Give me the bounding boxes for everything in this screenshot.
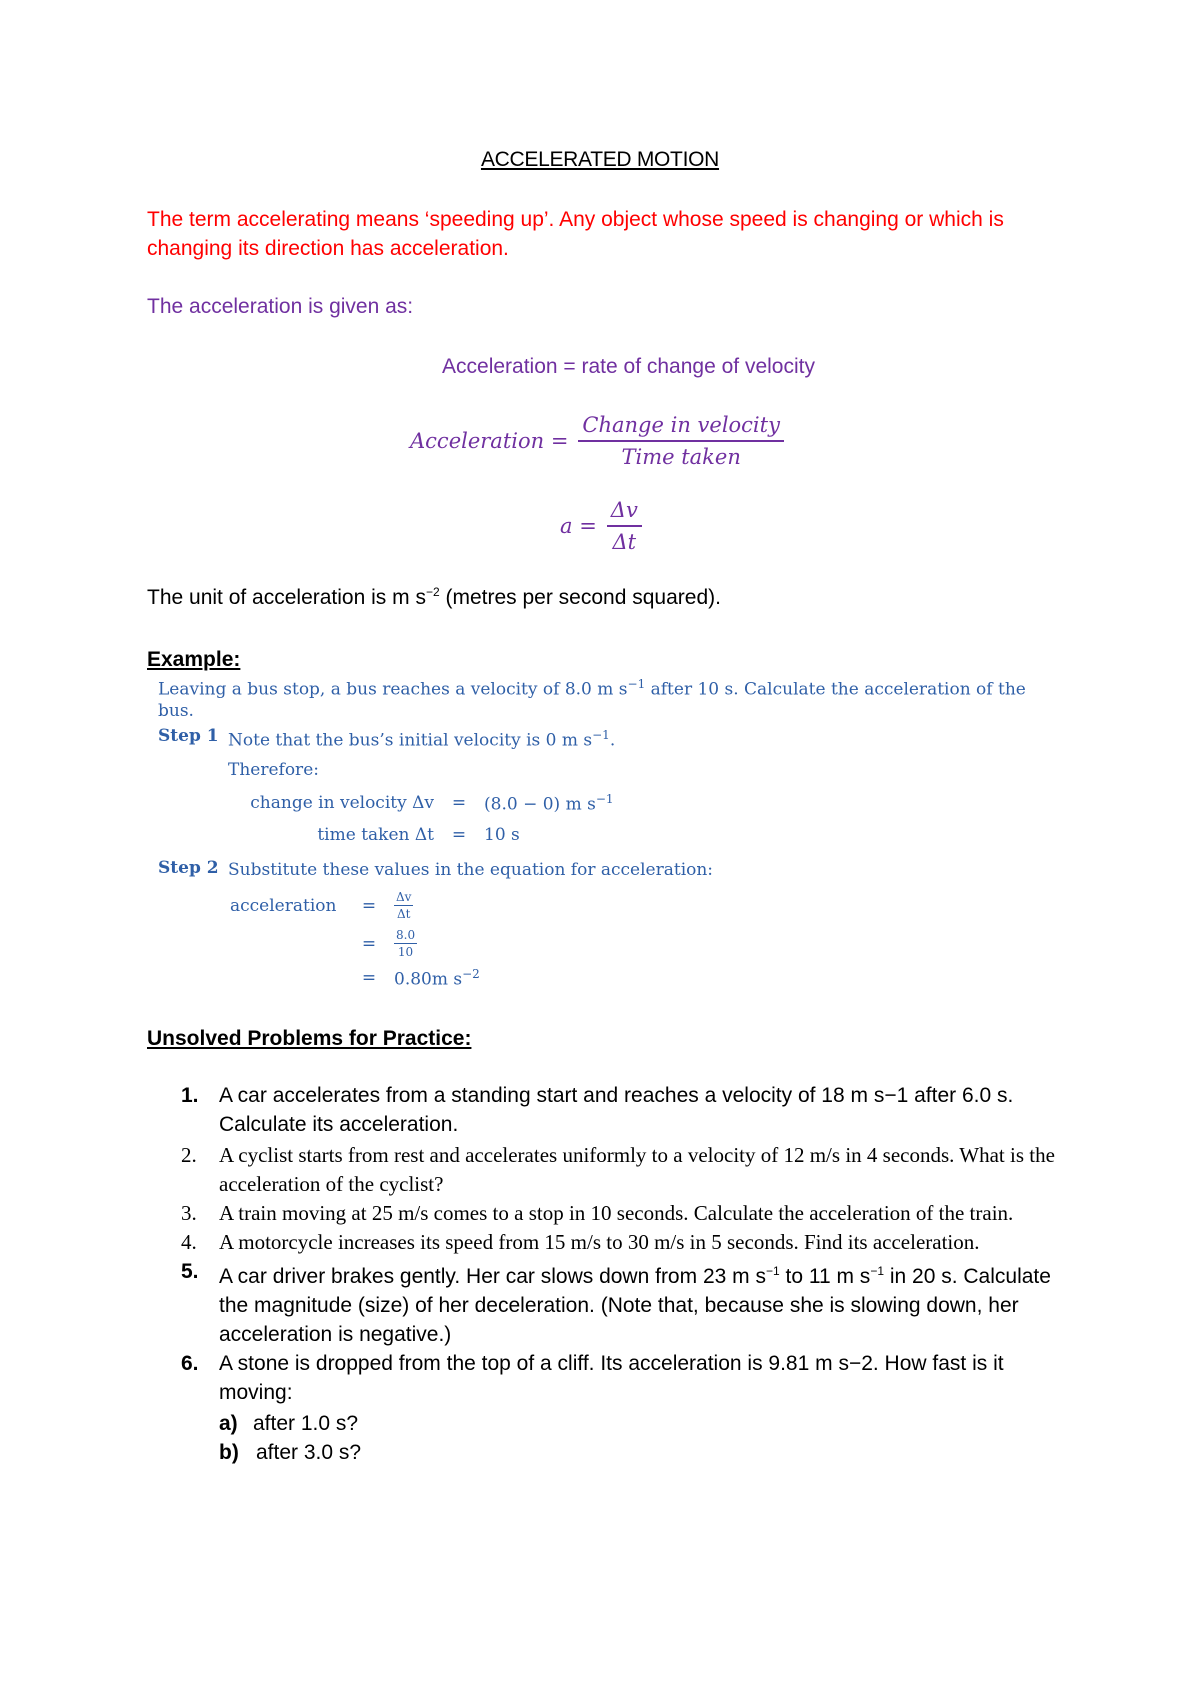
problem-number: 4. <box>181 1230 197 1254</box>
delta-v-row <box>230 792 614 815</box>
formula-symbols-lhs: a = <box>560 514 597 538</box>
problem-number: 2. <box>181 1143 197 1167</box>
delta-v-exponent: −1 <box>595 792 614 806</box>
sub-question-letter: b) <box>219 1441 239 1464</box>
problem-item <box>147 1199 1077 1228</box>
delta-v-value-text: (8.0 − 0) m s <box>484 794 596 815</box>
acceleration-result-exponent: −2 <box>462 967 480 981</box>
problem5-pre: A car driver brakes gently. Her car slows down from 23 m s <box>219 1265 766 1288</box>
problem5-mid: to 11 m s <box>779 1265 871 1288</box>
acceleration-equals-2: = <box>361 933 377 954</box>
acceleration-result-text: 0.80m s <box>394 969 463 990</box>
formula-words-numerator: Change in velocity <box>578 413 784 442</box>
delta-t-row <box>230 825 520 845</box>
delta-v-equals: = <box>451 793 467 814</box>
sub-question <box>219 1409 1077 1438</box>
sub-question-letter: a) <box>219 1412 238 1435</box>
formula-words-fraction <box>578 413 784 469</box>
sub-question <box>219 1438 1077 1467</box>
step1-post: . <box>609 730 616 751</box>
delta-fraction-numerator: Δv <box>396 890 412 904</box>
delta-t-value: 10 s <box>484 825 520 845</box>
delta-t-label: time taken Δt <box>317 825 434 845</box>
problem-item <box>147 1228 1077 1257</box>
formula-symbols-numerator: Δv <box>607 498 642 527</box>
sub-question-text: after 1.0 s? <box>253 1412 359 1435</box>
sub-question-list <box>219 1409 1077 1467</box>
acceleration-equals-3: = <box>361 968 377 989</box>
delta-fraction <box>394 890 413 921</box>
problem-item <box>147 1257 1077 1349</box>
acceleration-row-1 <box>230 890 413 921</box>
practice-problem-list <box>147 1081 1077 1467</box>
problem-item <box>147 1081 1077 1139</box>
page-title: ACCELERATED MOTION <box>480 148 720 171</box>
problem5-post: in 20 s. Calculate the magnitude (size) of her deceleration. (Note that, because she is slowing down, her acceleration is negative.) <box>219 1265 1051 1346</box>
unit-suffix: (metres per second squared). <box>439 586 721 609</box>
given-as-text: The acceleration is given as: <box>147 295 414 318</box>
example-problem-pre: Leaving a bus stop, a bus reaches a velocity of 8.0 m s <box>158 679 628 700</box>
step2-text: Substitute these values in the equation for acceleration: <box>228 860 714 880</box>
problem-number: 5. <box>181 1260 199 1283</box>
problem-text: A train moving at 25 m/s comes to a stop in 10 seconds. Calculate the acceleration of the train. <box>219 1201 1014 1225</box>
problem-text <box>219 1265 1051 1346</box>
step1-text <box>228 728 615 751</box>
acceleration-result <box>394 967 480 990</box>
problem-item <box>147 1141 1077 1199</box>
value-fraction-numerator: 8.0 <box>396 928 416 942</box>
problem-text: A stone is dropped from the top of a cliff. Its acceleration is 9.81 m s−2. How fast is it moving: <box>219 1352 1004 1404</box>
acceleration-row-3 <box>344 967 480 990</box>
sub-question-text: after 3.0 s? <box>256 1441 362 1464</box>
value-fraction-denominator: 10 <box>397 945 414 959</box>
value-fraction <box>394 928 417 959</box>
acceleration-formula-symbols <box>560 498 642 554</box>
delta-fraction-denominator: Δt <box>396 907 411 921</box>
problem-text: A cyclist starts from rest and accelerates uniformly to a velocity of 12 m/s in 4 seconds. What is the acceleration of the cyclist? <box>219 1143 1055 1196</box>
practice-heading: Unsolved Problems for Practice: <box>147 1027 472 1050</box>
formula-words-denominator: Time taken <box>621 445 741 469</box>
example-problem-post: after 10 s. Calculate the acceleration of the bus. <box>158 679 1026 721</box>
formula-symbols-fraction <box>607 498 642 554</box>
problem5-exponent-2: −1 <box>870 1264 884 1278</box>
formula-symbols-denominator: Δt <box>612 530 637 554</box>
step1-exponent: −1 <box>592 728 610 742</box>
unit-statement <box>147 585 721 610</box>
step1-label: Step 1 <box>158 726 219 746</box>
example-problem <box>158 674 1038 722</box>
acceleration-formula-words <box>410 413 784 469</box>
step1-pre: Note that the bus’s initial velocity is 0 m s <box>228 730 593 751</box>
formula-words-lhs: Acceleration = <box>410 429 569 453</box>
therefore-text: Therefore: <box>228 760 319 780</box>
unit-exponent: −2 <box>425 585 440 599</box>
acceleration-label: acceleration <box>230 895 337 916</box>
example-problem-exponent: −1 <box>627 677 646 691</box>
problem5-exponent-1: −1 <box>765 1264 780 1278</box>
problem-number: 6. <box>181 1352 199 1375</box>
problem-number: 1. <box>181 1084 199 1107</box>
problem-item <box>147 1349 1077 1467</box>
delta-v-value <box>484 792 614 815</box>
acceleration-equals-1: = <box>361 895 377 916</box>
rate-of-change-line: Acceleration = rate of change of velocity <box>442 355 815 378</box>
unit-prefix: The unit of acceleration is m s <box>147 586 426 609</box>
delta-v-label: change in velocity Δv <box>250 793 434 814</box>
problem-number: 3. <box>181 1201 197 1225</box>
intro-paragraph: The term accelerating means ‘speeding up’. Any object whose speed is changing or which is changing its direction has acceleration. <box>147 208 1004 260</box>
acceleration-row-2 <box>344 928 417 959</box>
problem-text: A motorcycle increases its speed from 15 m/s to 30 m/s in 5 seconds. Find its acceleration. <box>219 1230 980 1254</box>
step2-label: Step 2 <box>158 858 219 878</box>
problem-text: A car accelerates from a standing start and reaches a velocity of 18 m s−1 after 6.0 s. Calculate its acceleration. <box>219 1084 1014 1136</box>
delta-t-equals: = <box>451 825 467 845</box>
example-heading: Example: <box>147 648 241 671</box>
